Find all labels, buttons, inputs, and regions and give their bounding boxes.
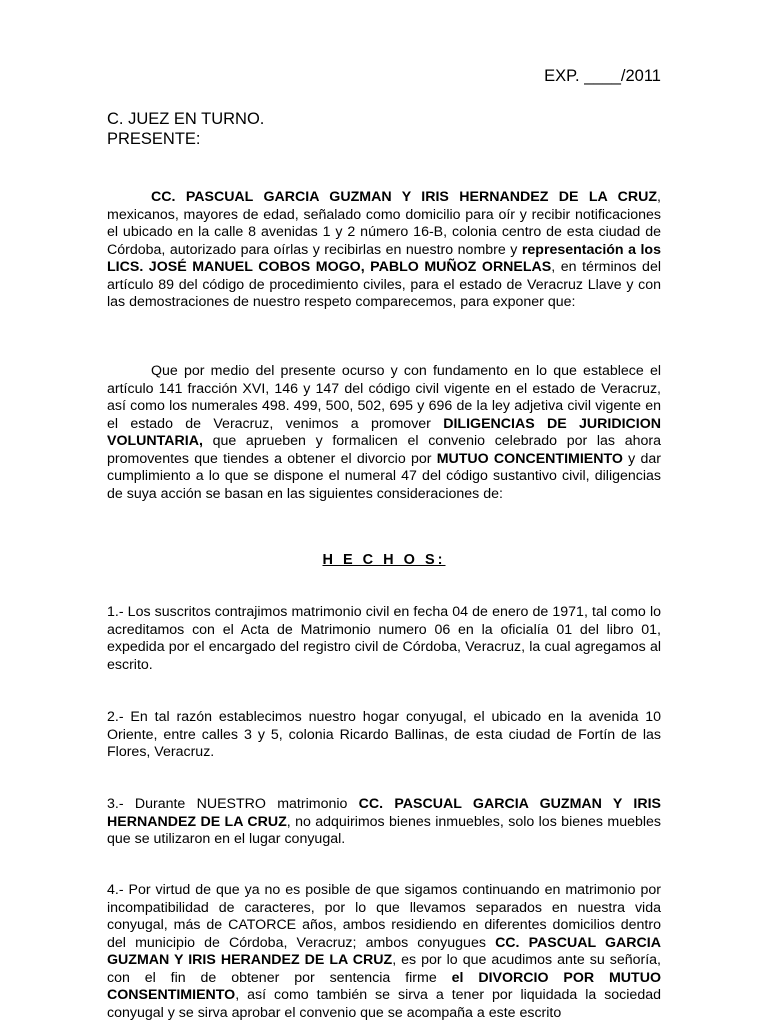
lawyers-names: representación a los LICS. JOSÉ MANUEL COBOS MOGO, PABLO MUÑOZ ORNELAS <box>107 241 661 275</box>
addressee <box>107 109 264 149</box>
intro-paragraph <box>107 189 661 312</box>
addressee-line-1: C. JUEZ EN TURNO. <box>107 110 265 128</box>
hecho-4-bold-1: CC. PASCUAL GARCIA GUZMAN Y IRIS HERANDEZ DE LA CRUZ <box>107 934 661 968</box>
petitioners-names: CC. PASCUAL GARCIA GUZMAN Y IRIS HERNANDEZ DE LA CRUZ <box>151 189 658 205</box>
request-text-2: que aprueben y formalicen el convenio celebrado por las ahora promoventes que tiendes a obtener el divorcio por <box>107 433 661 467</box>
request-bold-1: DILIGENCIAS DE JURIDICION VOLUNTARIA, <box>107 415 661 449</box>
hecho-4 <box>107 882 661 1022</box>
hecho-4-bold-2: el DIVORCIO POR MUTUO CONSENTIMIENTO <box>107 969 661 1003</box>
hechos-heading: H E C H O S: <box>322 552 446 568</box>
intro-text-1: , mexicanos, mayores de edad, señalado como domicilio para oír y recibir notificaciones el ubicado en la calle 8 avenidas 1 y 2 número 16-B, colonia centro de esta ciudad de Córdoba, autorizado para oírlas y recibirlas en nuestro nombre y <box>107 189 661 258</box>
request-text-1: Que por medio del presente ocurso y con fundamento en lo que establece el artículo 141 fracción XVI, 146 y 147 del código civil vigente en el estado de Veracruz, así como los numerales 498. 499, 500, 502, 695 y 696 de la ley adjetiva civil vigente en el estado de Veracruz, venimos a promover <box>107 363 661 432</box>
expediente-number: EXP. ____/2011 <box>544 67 661 85</box>
intro-text-2: , en términos del artículo 89 del código de procedimiento civiles, para el estado de Veracruz Llave y con las demostraciones de nuestro respeto comparecemos, para exponer que: <box>107 259 661 310</box>
hecho-3-bold: CC. PASCUAL GARCIA GUZMAN Y IRIS HERNANDEZ DE LA CRUZ <box>107 796 661 830</box>
hecho-4-text-2: , es por lo que acudimos ante su señoría, con el fin de obtener por sentencia firme <box>107 952 661 986</box>
hecho-1-text: 1.- Los suscritos contrajimos matrimonio civil en fecha 04 de enero de 1971, tal como lo acreditamos con el Acta de Matrimonio numero 06 en la oficialía 01 del libro 01, expedida por el encargado del registro civil de Córdoba, Veracruz, la cual agregamos al escrito. <box>107 604 661 673</box>
hecho-2 <box>107 709 661 762</box>
hecho-3-text-2: , no adquirimos bienes inmuebles, solo los bienes muebles que se utilizaron en el lugar conyugal. <box>107 813 662 847</box>
hecho-4-text-3: , así como también se sirva a tener por liquidada la sociedad conyugal y se sirva aprobar el convenio que se acompaña a este escrito <box>107 987 661 1021</box>
hecho-3 <box>107 796 661 849</box>
hecho-4-text-1: 4.- Por virtud de que ya no es posible de que sigamos continuando en matrimonio por incompatibilidad de caracteres, por lo que llevamos separados en nuestra vida conyugal, más de CATORCE años, ambos residiendo en diferentes domicilios dentro del municipio de Córdoba, Veracruz; ambos conyugues <box>107 882 661 951</box>
hecho-2-text: 2.- En tal razón establecimos nuestro hogar conyugal, el ubicado en la avenida 10 Oriente, entre calles 3 y 5, colonia Ricardo Ballinas, de esta ciudad de Fortín de las Flores, Veracruz. <box>107 709 661 760</box>
request-text-3: y dar cumplimiento a lo que se dispone el numeral 47 del código sustantivo civil, diligencias de suya acción se basan en las siguientes consideraciones de: <box>107 450 661 502</box>
request-bold-2: MUTUO CONCENTIMIENTO <box>436 450 623 467</box>
addressee-line-2: PRESENTE: <box>107 130 201 148</box>
hecho-3-text-1: 3.- Durante NUESTRO matrimonio <box>107 796 359 812</box>
request-paragraph <box>107 363 661 503</box>
hecho-1 <box>107 604 661 674</box>
